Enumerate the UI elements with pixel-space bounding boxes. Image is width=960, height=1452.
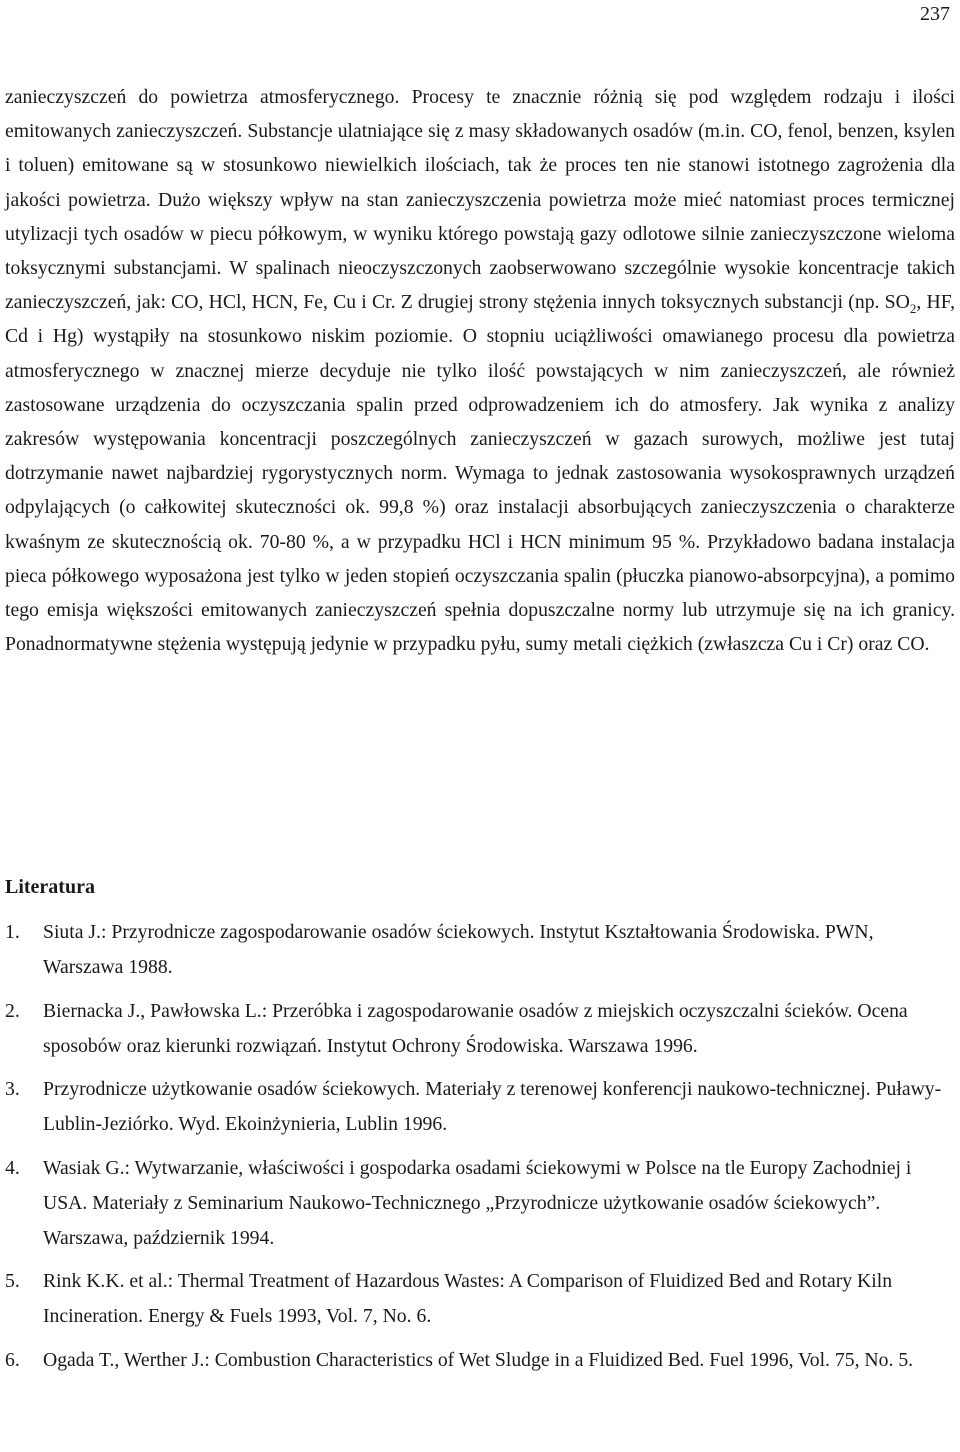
reference-text: Wasiak G.: Wytwarzanie, właściwości i gospodarka osadami ściekowymi w Polsce na tle Europy Zachodniej i USA. Materiały z Seminarium Naukowo-Technicznego „Przyrodnicze użytkowanie osadów ściekowych”. Warszawa, październik 1994. <box>43 1156 912 1249</box>
references-list <box>5 915 957 1386</box>
reference-item <box>5 1343 957 1378</box>
reference-text: Siuta J.: Przyrodnicze zagospodarowanie osadów ściekowych. Instytut Kształtowania Środowiska. PWN, Warszawa 1988. <box>43 921 874 978</box>
body-text-part-1: zanieczyszczeń do powietrza atmosferycznego. Procesy te znacznie różnią się pod względem rodzaju i ilości emitowanych zanieczyszczeń. Substancje ulatniające się z masy składowanych osadów (m.in. CO, fenol, benzen, ksylen i toluen) emitowane są w stosunkowo niewielkich ilościach, tak że proces ten nie stanowi istotnego zagrożenia dla jakości powietrza. Dużo większy wpływ na stan zanieczyszczenia powietrza może mieć natomiast proces termicznej utylizacji tych osadów w piecu półkowym, w wyniku którego powstają gazy odlotowe silnie zanieczyszczone wieloma toksycznymi substancjami. W spalinach nieoczyszczonych zaobserwowano szczególnie wysokie koncentracje takich zanieczyszczeń, jak: CO, HCl, HCN, Fe, Cu i Cr. Z drugiej strony stężenia innych toksycznych substancji (np. SO <box>5 86 955 314</box>
reference-text: Biernacka J., Pawłowska L.: Przeróbka i zagospodarowanie osadów z miejskich oczyszczalni ścieków. Ocena sposobów oraz kierunki rozwiązań. Instytut Ochrony Środowiska. Warszawa 1996. <box>43 999 908 1057</box>
reference-number: 1. <box>5 921 20 943</box>
references-heading: Literatura <box>5 876 95 898</box>
reference-text: Przyrodnicze użytkowanie osadów ściekowych. Materiały z terenowej konferencji naukowo-technicznej. Puławy-Lublin-Jeziórko. Wyd. Ekoinżynieria, Lublin 1996. <box>43 1078 942 1135</box>
reference-number: 5. <box>5 1270 20 1292</box>
reference-number: 4. <box>5 1156 20 1179</box>
body-paragraph <box>5 80 955 661</box>
reference-item <box>5 915 957 985</box>
reference-item <box>5 1264 957 1334</box>
reference-text: Ogada T., Werther J.: Combustion Characteristics of Wet Sludge in a Fluidized Bed. Fuel 1996, Vol. 75, No. 5. <box>43 1348 914 1371</box>
reference-item <box>5 994 957 1064</box>
reference-number: 6. <box>5 1348 20 1371</box>
subscript-2: 2 <box>909 301 917 317</box>
reference-item <box>5 1151 957 1256</box>
reference-text: Rink K.K. et al.: Thermal Treatment of Hazardous Wastes: A Comparison of Fluidized Bed and Rotary Kiln Incineration. Energy & Fuels 1993, Vol. 7, No. 6. <box>43 1270 893 1327</box>
reference-item <box>5 1072 957 1142</box>
reference-number: 2. <box>5 999 20 1022</box>
reference-number: 3. <box>5 1078 20 1100</box>
body-text-part-2: , HF, Cd i Hg) wystąpiły na stosunkowo niskim poziomie. O stopniu uciążliwości omawianego procesu dla powietrza atmosferycznego w znacznej mierze decyduje nie tylko ilość powstających w nim zanieczyszczeń, ale również zastosowane urządzenia do oczyszczania spalin przed odprowadzeniem ich do atmosfery. Jak wynika z analizy zakresów występowania koncentracji poszczególnych zanieczyszczeń w gazach surowych, możliwe jest tutaj dotrzymanie nawet najbardziej rygorystycznych norm. Wymaga to jednak zastosowania wysokosprawnych urządzeń odpylających (o całkowitej skuteczności ok. 99,8 %) oraz instalacji absorbujących zanieczyszczenia o charakterze kwaśnym ze skutecznością ok. 70-80 %, a w przypadku HCl i HCN minimum 95 %. Przykładowo badana instalacja pieca półkowego wyposażona jest tylko w jeden stopień oczyszczania spalin (płuczka pianowo-absorpcyjna), a pomimo tego emisja większości emitowanych zanieczyszczeń spełnia dopuszczalne normy lub utrzymuje się na ich granicy. Ponadnormatywne stężenia występują jedynie w przypadku pyłu, sumy metali ciężkich (zwłaszcza Cu i Cr) oraz CO. <box>5 291 955 656</box>
page-number: 237 <box>920 3 950 25</box>
